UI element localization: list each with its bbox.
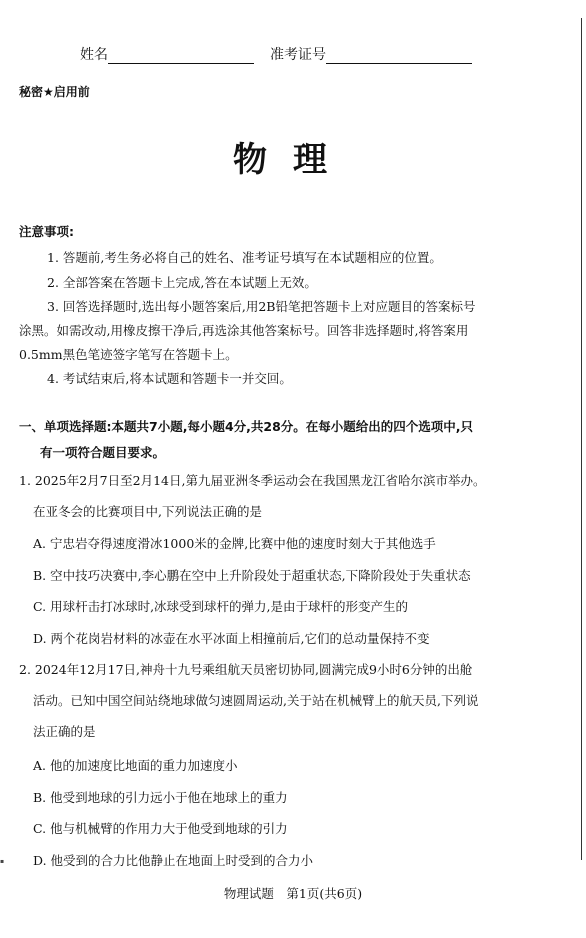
question-2-option-c: C. 他与机械臂的作用力大于他受到地球的引力 <box>33 821 288 836</box>
question-1-option-d: D. 两个花岗岩材料的冰壶在水平冰面上相撞前后,它们的总动量保持不变 <box>33 631 430 646</box>
section-heading-cont: 有一项符合题目要求。 <box>40 445 166 460</box>
notice-item-3-cont: 涂黑。如需改动,用橡皮擦干净后,再选涂其他答案标号。回答非选择题时,将答案用 <box>19 323 469 338</box>
question-2-option-b: B. 他受到地球的引力远小于他在地球上的重力 <box>33 790 288 805</box>
question-2-stem: 2. 2024年12月17日,神舟十九号乘组航天员密切协同,圆满完成9小时6分钟的出舱 <box>19 662 473 677</box>
confidential-label: 秘密★启用前 <box>19 85 90 99</box>
name-label: 姓名 <box>80 47 108 63</box>
notice-title: 注意事项: <box>19 224 74 239</box>
section-heading: 一、单项选择题:本题共7小题,每小题4分,共28分。在每小题给出的四个选项中,只 <box>19 419 474 434</box>
exam-id-blank-line <box>326 49 472 64</box>
notice-item-1: 1. 答题前,考生务必将自己的姓名、准考证号填写在本试题相应的位置。 <box>47 250 442 265</box>
margin-mark: ▪ <box>0 858 5 865</box>
page-title: 物理 <box>233 140 353 180</box>
question-2-option-a: A. 他的加速度比地面的重力加速度小 <box>33 758 238 773</box>
exam-id-label: 准考证号 <box>270 47 326 63</box>
question-2-stem-cont: 活动。已知中国空间站绕地球做匀速圆周运动,关于站在机械臂上的航天员,下列说 <box>33 693 479 708</box>
question-1-option-b: B. 空中技巧决赛中,李心鹏在空中上升阶段处于超重状态,下降阶段处于失重状态 <box>33 568 471 583</box>
question-1-option-a: A. 宁忠岩夺得速度滑冰1000米的金牌,比赛中他的速度时刻大于其他选手 <box>33 536 436 551</box>
page-footer: 物理试题 第1页(共6页) <box>223 886 363 901</box>
notice-item-3: 3. 回答选择题时,选出每小题答案后,用2B铅笔把答题卡上对应题目的答案标号 <box>47 299 476 314</box>
question-2-option-d: D. 他受到的合力比他静止在地面上时受到的合力小 <box>33 853 314 868</box>
notice-item-2: 2. 全部答案在答题卡上完成,答在本试题上无效。 <box>47 275 317 290</box>
notice-item-3-cont2: 0.5mm黑色笔迹签字笔写在答题卡上。 <box>19 347 238 362</box>
notice-item-4: 4. 考试结束后,将本试题和答题卡一并交回。 <box>47 371 292 386</box>
question-1-option-c: C. 用球杆击打冰球时,冰球受到球杆的弹力,是由于球杆的形变产生的 <box>33 599 409 614</box>
question-1-stem: 1. 2025年2月7日至2月14日,第九届亚洲冬季运动会在我国黑龙江省哈尔滨市举办。 <box>19 473 486 488</box>
question-1-stem-cont: 在亚冬会的比赛项目中,下列说法正确的是 <box>33 504 262 519</box>
candidate-info-row <box>80 44 472 64</box>
name-blank-line <box>108 49 254 64</box>
question-2-stem-cont2: 法正确的是 <box>33 724 96 739</box>
